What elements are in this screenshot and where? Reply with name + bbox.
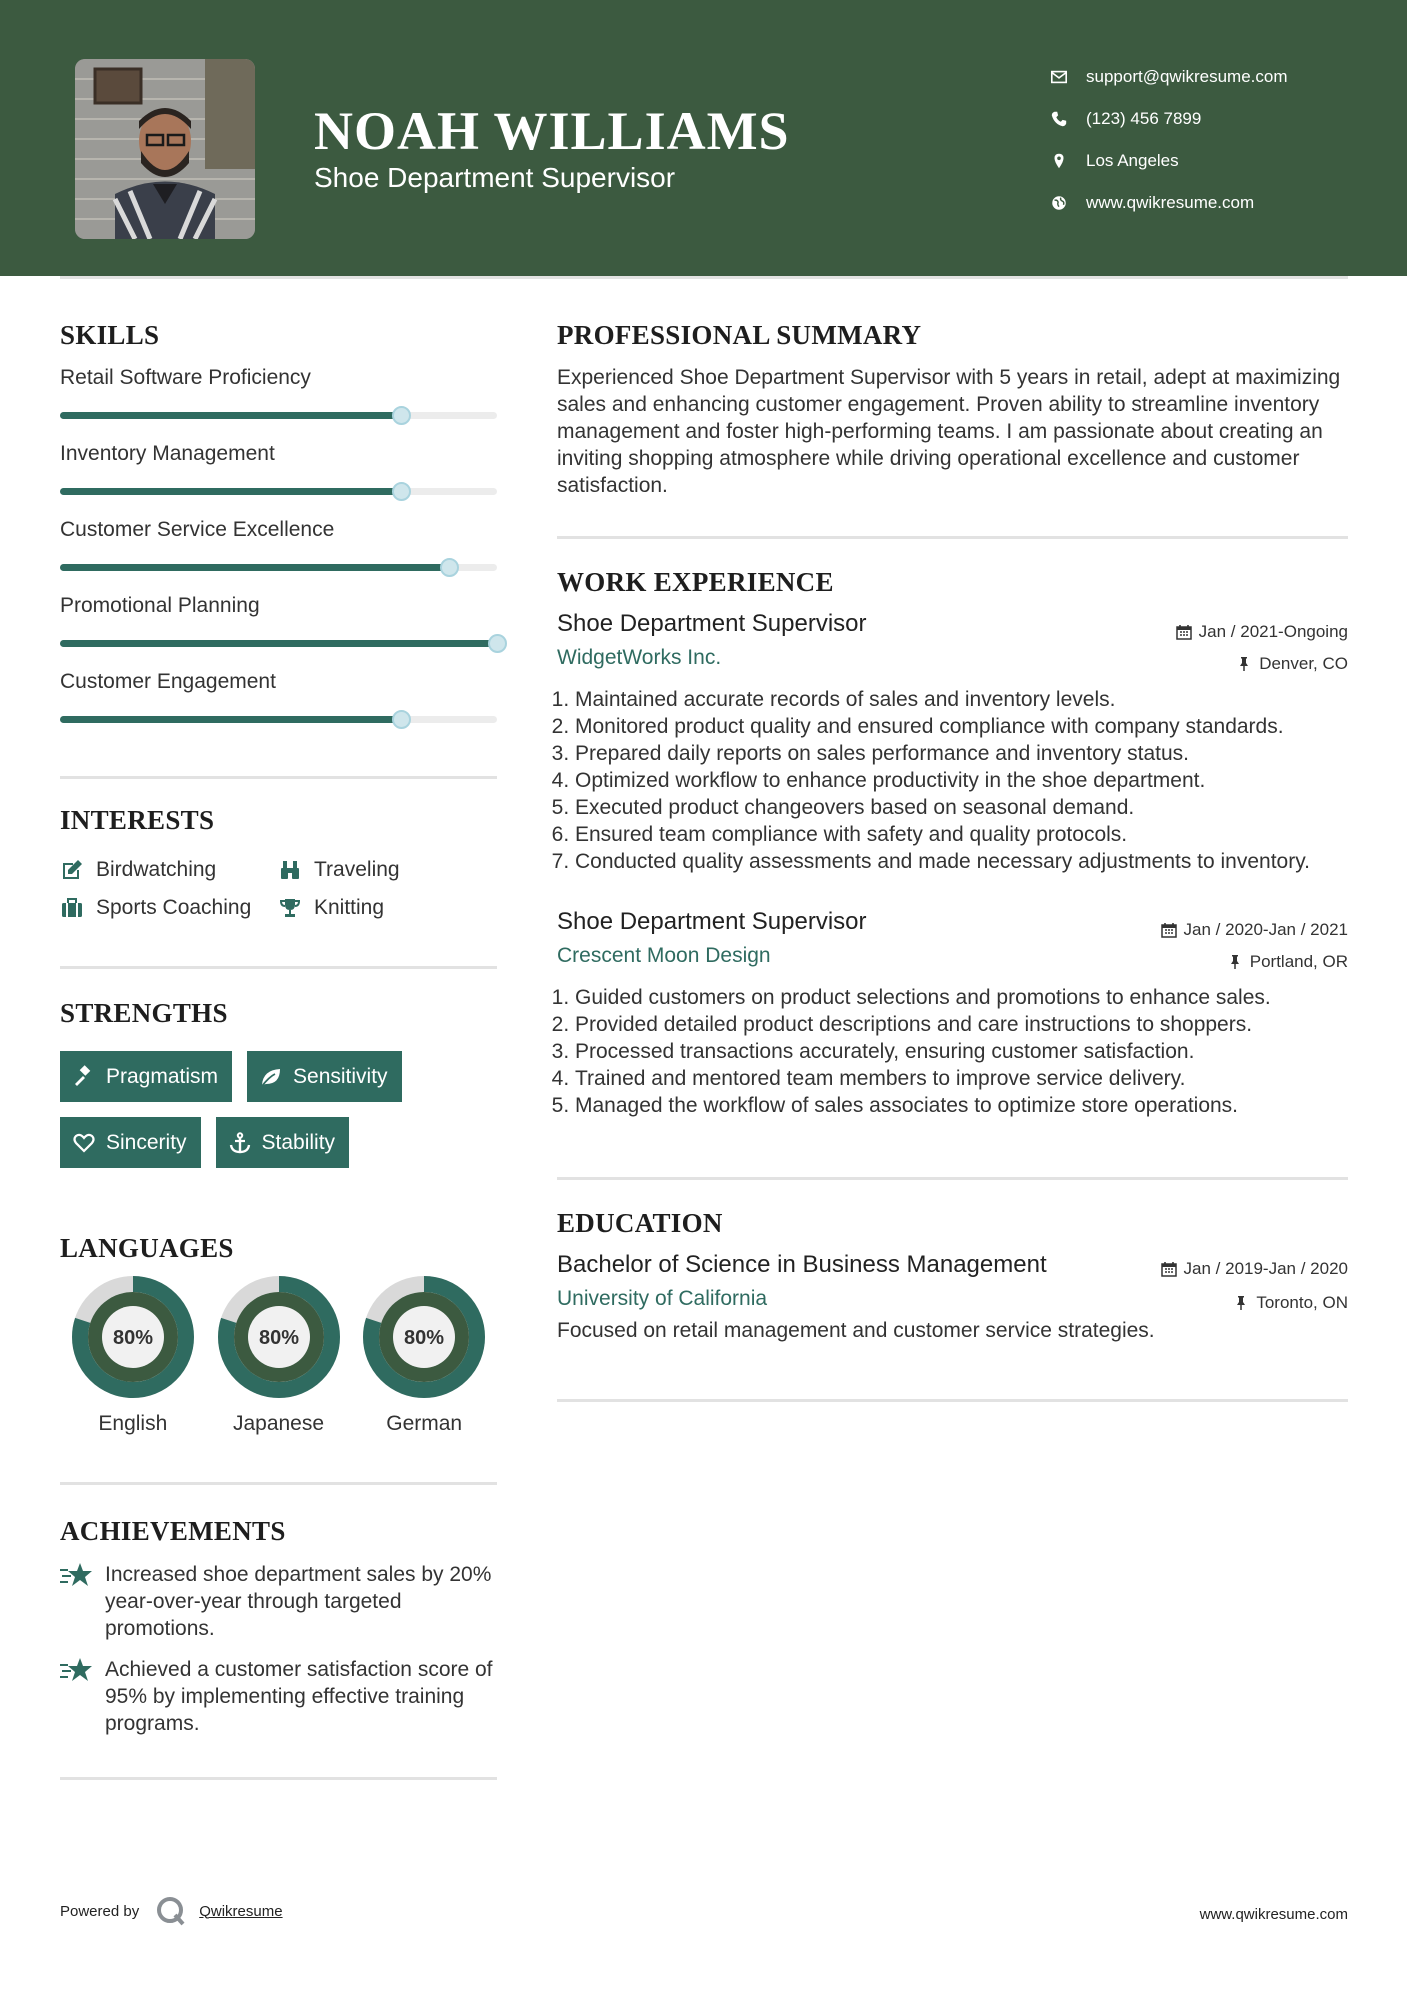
language-name: German <box>386 1412 463 1435</box>
summary-heading: PROFESSIONAL SUMMARY <box>557 320 922 350</box>
skill-item <box>60 396 497 472</box>
interests-divider <box>60 966 497 969</box>
contact-website-text: www.qwikresume.com <box>1086 193 1255 212</box>
skills-heading: SKILLS <box>60 320 160 350</box>
star-achievement-icon <box>60 1656 94 1686</box>
interest-item <box>60 896 278 920</box>
candidate-name: NOAH WILLIAMS <box>314 101 790 161</box>
strength-label: Stability <box>261 1130 336 1154</box>
location-pin-icon <box>1050 152 1068 170</box>
trophy-icon <box>278 896 302 920</box>
strength-label: Sincerity <box>106 1130 187 1154</box>
briefcase-icon <box>60 896 84 920</box>
languages-section <box>60 1233 497 1485</box>
phone-icon <box>1050 110 1068 128</box>
qwikresume-logo-icon <box>155 1895 187 1927</box>
job-location-text: Portland, OR <box>1249 952 1348 971</box>
job-dates-text: Jan / 2020-Jan / 2021 <box>1183 920 1348 939</box>
language-percent-label: 80% <box>112 1327 153 1349</box>
achievements-list <box>60 1561 497 1737</box>
summary-text: Experienced Shoe Department Supervisor with 5 years in retail, adept at maximizing sales and enhancing customer engagement. Proven ability to streamline inventory management and foster high-performing teams. I am passionate about creating an inviting shopping atmosphere while driving operational excellence and customer satisfaction. <box>557 366 1341 497</box>
globe-icon <box>1050 194 1068 212</box>
duty-item: 4. Trained and mentored team members to improve service delivery. <box>575 1065 1348 1092</box>
duty-item: 5. Executed product changeovers based on seasonal demand. <box>575 794 1348 821</box>
achievements-heading: ACHIEVEMENTS <box>60 1516 286 1546</box>
education-dates-text: Jan / 2019-Jan / 2020 <box>1183 1259 1348 1278</box>
pushpin-icon <box>1236 656 1252 672</box>
heart-icon <box>72 1131 96 1155</box>
interest-label: Traveling <box>314 858 400 881</box>
job-company: Crescent Moon Design <box>557 944 771 967</box>
skill-item <box>60 472 497 548</box>
duty-item: 5. Managed the workflow of sales associates to optimize store operations. <box>575 1092 1348 1119</box>
duty-item: 1. Guided customers on product selections and promotions to enhance sales. <box>575 984 1348 1011</box>
skills-section <box>60 320 497 745</box>
experience-section <box>557 567 1348 1180</box>
job-dates <box>1161 914 1348 946</box>
duty-item: 6. Ensured team compliance with safety and quality protocols. <box>575 821 1348 848</box>
profile-photo <box>75 59 255 239</box>
contact-phone[interactable] <box>1050 98 1288 140</box>
achievements-divider <box>60 1777 497 1780</box>
footer-powered-by <box>60 1895 283 1927</box>
skill-label: Customer Service Excellence <box>60 518 335 541</box>
job-entry <box>557 610 1348 875</box>
skill-item <box>60 320 497 396</box>
skill-label: Retail Software Proficiency <box>60 366 311 389</box>
education-section <box>557 1208 1348 1402</box>
job-duties <box>557 686 1348 875</box>
job-dates-text: Jan / 2021-Ongoing <box>1198 622 1348 641</box>
skill-bar-knob <box>392 710 411 729</box>
contact-phone-text: (123) 456 7899 <box>1086 109 1202 128</box>
language-percent-label: 80% <box>404 1327 445 1349</box>
language-percent-label: 80% <box>258 1327 299 1349</box>
language-item <box>206 1276 352 1436</box>
job-duties <box>557 984 1348 1119</box>
summary-section <box>557 320 1348 539</box>
duty-item: 3. Processed transactions accurately, ensuring customer satisfaction. <box>575 1038 1348 1065</box>
education-location <box>1161 1287 1348 1319</box>
calendar-icon <box>1176 624 1192 640</box>
education-heading: EDUCATION <box>557 1208 723 1238</box>
gavel-icon <box>72 1065 96 1089</box>
star-achievement-icon <box>60 1561 94 1591</box>
interest-label: Sports Coaching <box>96 896 252 919</box>
interest-label: Birdwatching <box>96 858 217 881</box>
education-entry <box>557 1251 1348 1343</box>
language-donut <box>72 1276 194 1398</box>
interests-list <box>60 858 497 920</box>
contact-list <box>1050 56 1288 224</box>
language-item <box>60 1276 206 1436</box>
qwikresume-link[interactable]: Qwikresume <box>199 1902 283 1920</box>
powered-by-text: Powered by <box>60 1902 140 1920</box>
achievement-text: Increased shoe department sales by 20% year-over-year through targeted promotions. <box>105 1563 492 1640</box>
strength-badge <box>60 1051 232 1102</box>
experience-divider <box>557 1177 1348 1180</box>
languages-list <box>60 1276 497 1436</box>
strengths-section <box>60 998 497 1168</box>
binoculars-icon <box>278 858 302 882</box>
skill-item <box>60 624 497 700</box>
interests-heading: INTERESTS <box>60 805 215 835</box>
calendar-icon <box>1161 922 1177 938</box>
skill-bar-track <box>60 716 497 723</box>
skill-label: Promotional Planning <box>60 594 260 617</box>
right-column <box>557 320 1348 1402</box>
achievement-text: Achieved a customer satisfaction score of 95% by implementing effective training programs. <box>105 1658 493 1735</box>
header-divider <box>60 276 1348 279</box>
profile-photo-image <box>75 59 255 239</box>
envelope-icon <box>1050 68 1068 86</box>
job-title: Shoe Department Supervisor <box>557 610 867 637</box>
languages-heading: LANGUAGES <box>60 1233 234 1263</box>
strength-badge <box>60 1117 201 1168</box>
education-dates <box>1161 1251 1348 1287</box>
languages-divider <box>60 1482 497 1485</box>
interest-item <box>278 896 497 920</box>
edit-icon <box>60 858 84 882</box>
job-location <box>1161 946 1348 978</box>
duty-item: 2. Monitored product quality and ensured compliance with company standards. <box>575 713 1348 740</box>
language-donut <box>218 1276 340 1398</box>
resume-header <box>0 0 1407 276</box>
strength-label: Sensitivity <box>293 1064 388 1088</box>
skill-item <box>60 548 497 624</box>
education-divider <box>557 1399 1348 1402</box>
calendar-icon <box>1161 1261 1177 1277</box>
strength-badge <box>247 1051 402 1102</box>
left-column <box>60 320 497 1735</box>
job-title: Shoe Department Supervisor <box>557 908 867 935</box>
job-meta <box>1161 914 1348 978</box>
education-meta <box>1161 1251 1348 1319</box>
education-degree: Bachelor of Science in Business Management <box>557 1251 1047 1278</box>
duty-item: 4. Optimized workflow to enhance productivity in the shoe department. <box>575 767 1348 794</box>
job-meta <box>1176 616 1348 680</box>
footer-website[interactable]: www.qwikresume.com <box>1199 1906 1348 1923</box>
interest-label: Knitting <box>314 896 385 919</box>
candidate-title: Shoe Department Supervisor <box>314 162 676 193</box>
language-item <box>351 1276 497 1436</box>
interest-item <box>278 858 497 882</box>
pushpin-icon <box>1227 954 1243 970</box>
contact-location-text: Los Angeles <box>1086 151 1179 170</box>
interests-section <box>60 805 497 969</box>
contact-website[interactable] <box>1050 182 1288 224</box>
contact-email[interactable] <box>1050 56 1288 98</box>
skill-bar-fill <box>60 716 401 723</box>
leaf-icon <box>259 1065 283 1089</box>
duty-item: 2. Provided detailed product descriptions and care instructions to shoppers. <box>575 1011 1348 1038</box>
education-description: Focused on retail management and customer service strategies. <box>557 1319 1155 1342</box>
job-company: WidgetWorks Inc. <box>557 646 722 669</box>
strengths-heading: STRENGTHS <box>60 998 228 1028</box>
interest-item <box>60 858 278 882</box>
language-name: English <box>98 1412 168 1435</box>
achievement-item <box>60 1561 497 1642</box>
strength-label: Pragmatism <box>106 1064 219 1088</box>
job-location <box>1176 648 1348 680</box>
strength-badge <box>216 1117 350 1168</box>
achievements-section <box>60 1516 497 1780</box>
skill-label: Customer Engagement <box>60 670 276 693</box>
skill-label: Inventory Management <box>60 442 275 465</box>
duty-item: 1. Maintained accurate records of sales and inventory levels. <box>575 686 1348 713</box>
pushpin-icon <box>1233 1295 1249 1311</box>
education-school: University of California <box>557 1287 768 1310</box>
duty-item: 3. Prepared daily reports on sales performance and inventory status. <box>575 740 1348 767</box>
strengths-list <box>60 1051 497 1168</box>
language-name: Japanese <box>232 1412 325 1435</box>
language-donut <box>363 1276 485 1398</box>
job-dates <box>1176 616 1348 648</box>
job-location-text: Denver, CO <box>1259 654 1348 673</box>
skills-divider <box>60 776 497 779</box>
anchor-icon <box>228 1131 252 1155</box>
education-location-text: Toronto, ON <box>1256 1293 1348 1312</box>
contact-email-text: support@qwikresume.com <box>1086 67 1288 86</box>
experience-heading: WORK EXPERIENCE <box>557 567 834 597</box>
duty-item: 7. Conducted quality assessments and made necessary adjustments to inventory. <box>575 848 1348 875</box>
achievement-item <box>60 1656 497 1737</box>
summary-divider <box>557 536 1348 539</box>
job-entry <box>557 908 1348 1119</box>
contact-location <box>1050 140 1288 182</box>
